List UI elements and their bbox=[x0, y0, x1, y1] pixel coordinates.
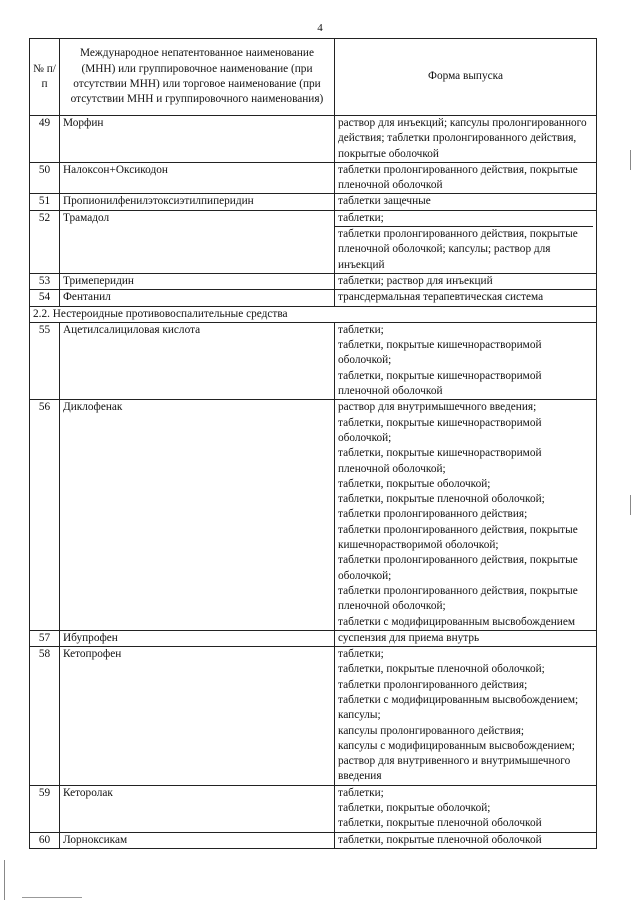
drug-name: Кетопрофен bbox=[60, 647, 335, 786]
release-form: таблетки, покрытые пленочной оболочкой bbox=[338, 817, 542, 830]
table-row bbox=[30, 162, 597, 194]
release-form: раствор для инъекций; капсулы пролонгированного действия; таблетки пролонгированного действия, покрытые оболочкой bbox=[338, 117, 587, 160]
release-form-cell bbox=[335, 162, 597, 194]
row-number: 50 bbox=[30, 162, 60, 194]
release-form: трансдермальная терапевтическая система bbox=[338, 291, 544, 304]
release-form: таблетки пролонгированного действия, покрытые кишечнорастворимой оболочкой; bbox=[338, 523, 578, 552]
row-number: 54 bbox=[30, 290, 60, 306]
drug-name: Фентанил bbox=[60, 290, 335, 306]
drug-name: Морфин bbox=[60, 116, 335, 163]
release-form: таблетки; раствор для инъекций bbox=[338, 274, 493, 287]
row-number: 55 bbox=[30, 322, 60, 399]
release-form: таблетки пролонгированного действия, покрытые пленочной оболочкой bbox=[338, 163, 578, 192]
table-header-row bbox=[30, 39, 597, 116]
release-form-cell bbox=[335, 194, 597, 210]
release-form: таблетки, покрытые кишечнорастворимой пленочной оболочкой bbox=[338, 369, 542, 398]
release-form-cell bbox=[335, 647, 597, 786]
drug-name: Тримеперидин bbox=[60, 273, 335, 289]
release-form: таблетки, покрытые кишечнорастворимой оболочкой; bbox=[338, 416, 542, 444]
release-form: таблетки, покрытые оболочкой; bbox=[338, 802, 491, 815]
section-row bbox=[30, 306, 597, 322]
row-number: 56 bbox=[30, 400, 60, 630]
header-num: № п/п bbox=[30, 39, 60, 116]
table-body bbox=[30, 116, 597, 849]
release-form: таблетки пролонгированного действия; bbox=[338, 678, 528, 691]
release-form-cell bbox=[335, 116, 597, 163]
table-row bbox=[30, 647, 597, 786]
release-form-cell bbox=[335, 273, 597, 289]
release-form: капсулы пролонгированного действия; bbox=[338, 724, 525, 737]
release-form-cell bbox=[335, 630, 597, 646]
release-form: суспензия для приема внутрь bbox=[338, 631, 480, 644]
row-number: 57 bbox=[30, 630, 60, 646]
section-title: 2.2. Нестероидные противовоспалительные средства bbox=[30, 306, 597, 322]
row-number: 60 bbox=[30, 832, 60, 848]
drug-name: Диклофенак bbox=[60, 400, 335, 630]
release-form: таблетки защечные bbox=[338, 195, 431, 208]
release-form: таблетки с модифицированным высвобождением; капсулы; bbox=[338, 693, 579, 722]
release-form: раствор для внутримышечного введения; bbox=[338, 401, 537, 414]
row-number: 58 bbox=[30, 647, 60, 786]
row-number: 59 bbox=[30, 785, 60, 832]
release-form: таблетки, покрытые пленочной оболочкой; bbox=[338, 663, 545, 676]
release-form: капсулы с модифицированным высвобождением; bbox=[338, 739, 575, 752]
header-form: Форма выпуска bbox=[335, 39, 597, 116]
table-row bbox=[30, 290, 597, 306]
release-form: таблетки; bbox=[338, 786, 384, 799]
release-form: таблетки, покрытые кишечнорастворимой пленочной оболочкой; bbox=[338, 447, 542, 475]
release-form: таблетки пролонгированного действия, покрытые пленочной оболочкой; bbox=[338, 584, 578, 613]
footer-line bbox=[22, 897, 82, 898]
table-row bbox=[30, 832, 597, 848]
drug-name: Трамадол bbox=[60, 210, 335, 273]
release-form: таблетки, покрытые пленочной оболочкой bbox=[338, 833, 542, 846]
release-form-cell bbox=[335, 322, 597, 399]
row-number: 53 bbox=[30, 273, 60, 289]
release-form: таблетки пролонгированного действия; bbox=[338, 508, 528, 521]
row-number: 51 bbox=[30, 194, 60, 210]
table-row bbox=[30, 194, 597, 210]
release-form: таблетки пролонгированного действия, покрытые оболочкой; bbox=[338, 554, 578, 582]
page-number: 4 bbox=[317, 22, 323, 34]
table-row bbox=[30, 210, 597, 273]
margin-mark-right-top bbox=[630, 150, 631, 170]
release-form: раствор для внутривенного и внутримышечного введения bbox=[338, 755, 571, 783]
table-row bbox=[30, 273, 597, 289]
drug-name: Налоксон+Оксикодон bbox=[60, 162, 335, 194]
table-row bbox=[30, 322, 597, 399]
drug-name: Ибупрофен bbox=[60, 630, 335, 646]
release-form-cell bbox=[335, 785, 597, 832]
release-form: таблетки, покрытые оболочкой; bbox=[338, 477, 491, 490]
release-form-cell bbox=[335, 290, 597, 306]
drug-name: Ацетилсалициловая кислота bbox=[60, 322, 335, 399]
release-form: таблетки; bbox=[338, 323, 384, 336]
header-name: Международное непатентованное наименование (МНН) или группировочное наименование (при отсутствии МНН) или торговое наименование (при отсутствии МНН и группировочного наименования) bbox=[60, 39, 335, 116]
drug-name: Лорноксикам bbox=[60, 832, 335, 848]
drug-table bbox=[29, 38, 597, 849]
release-form: таблетки, покрытые пленочной оболочкой; bbox=[338, 493, 545, 506]
release-form: таблетки; bbox=[338, 648, 384, 661]
release-form-cell bbox=[335, 400, 597, 630]
row-number: 49 bbox=[30, 116, 60, 163]
release-form-cell bbox=[335, 210, 597, 273]
table-row bbox=[30, 400, 597, 630]
table-row bbox=[30, 785, 597, 832]
release-form: таблетки пролонгированного действия, покрытые пленочной оболочкой; капсулы; раствор для инъекций bbox=[335, 226, 593, 273]
release-form: таблетки с модифицированным высвобождением bbox=[338, 615, 575, 628]
drug-name: Пропионилфенилэтоксиэтилпиперидин bbox=[60, 194, 335, 210]
release-form: таблетки, покрытые кишечнорастворимой оболочкой; bbox=[338, 339, 542, 367]
release-form: таблетки; bbox=[338, 211, 384, 224]
release-form-cell bbox=[335, 832, 597, 848]
margin-mark-left bbox=[4, 860, 5, 900]
table-row bbox=[30, 630, 597, 646]
row-number: 52 bbox=[30, 210, 60, 273]
margin-mark-right-mid bbox=[630, 495, 631, 515]
drug-name: Кеторолак bbox=[60, 785, 335, 832]
table-row bbox=[30, 116, 597, 163]
